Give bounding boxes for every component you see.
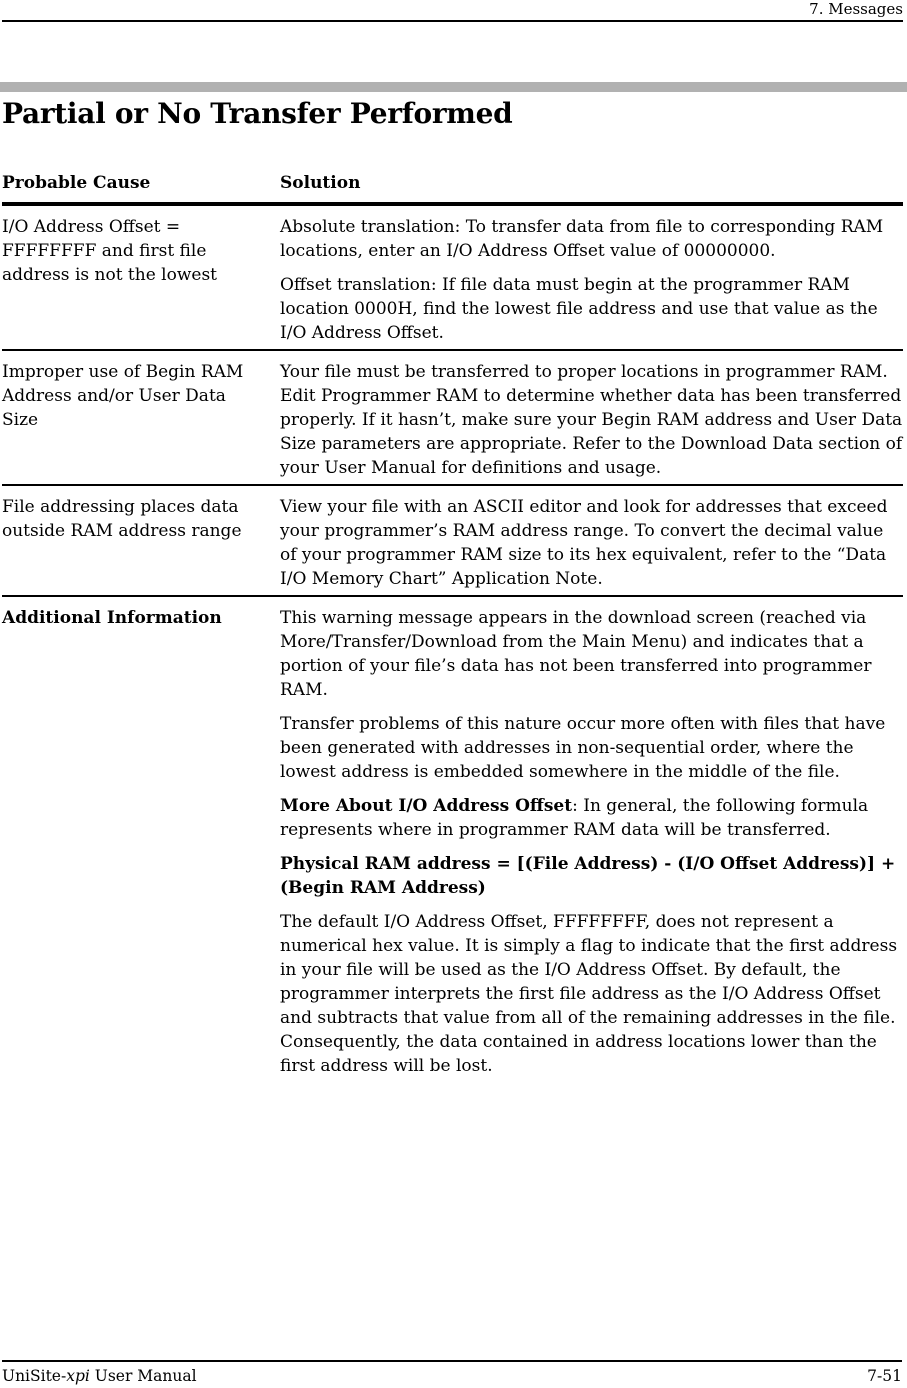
paragraph-text: This warning message appears in the download screen (reached via More/Transfer/Download from the Main Menu) and indicates that a portion of your file’s data has not been transferred into programmer RAM.: [280, 608, 872, 700]
solution-paragraph: Absolute translation: To transfer data from file to corresponding RAM locations, enter an I/O Address Offset value of 00000000.: [280, 217, 884, 261]
running-header: [2, 0, 903, 22]
table-row: [2, 486, 903, 597]
manual-title-post: User Manual: [89, 1367, 197, 1385]
bold-lead: Physical RAM address = [(File Address) - (I/O Offset Address)] + (Begin RAM Address): [280, 854, 896, 898]
solution-paragraph: Your file must be transferred to proper locations in programmer RAM. Edit Programmer RAM to determine whether data has been transferred properly. If it hasn’t, make sure your Begin RAM address and User Data Size parameters are appropriate. Refer to the Download Data section of your User Manual for definitions and usage.: [280, 362, 903, 478]
table-row: [2, 206, 903, 351]
page-number: 7-51: [867, 1367, 902, 1385]
additional-information-label: Additional Information: [2, 608, 222, 628]
formula-paragraph: [280, 852, 903, 900]
paragraph-text: Transfer problems of this nature occur more often with files that have been generated with addresses in non-sequential order, where the lowest address is embedded somewhere in the middle of the file.: [280, 714, 886, 782]
paragraph-text: The default I/O Address Offset, FFFFFFFF, does not represent a numerical hex value. It is simply a flag to indicate that the first address in your file will be used as the I/O Address Offset. By default, the programmer interprets the first file address as the I/O Address Offset and subtracts that value from all of the remaining addresses in the file. Consequently, the data contained in address locations lower than the first address will be lost.: [280, 912, 898, 1076]
info-paragraph: [280, 712, 903, 784]
solution-cell: [280, 495, 903, 591]
page-footer: [2, 1360, 902, 1386]
info-paragraph: [280, 606, 903, 702]
bold-lead: More About I/O Address Offset: [280, 796, 573, 816]
column-header-probable-cause: Probable Cause: [2, 173, 151, 193]
info-paragraph: [280, 910, 903, 1078]
manual-title-italic: xpi: [66, 1367, 90, 1385]
page-title: Partial or No Transfer Performed: [2, 97, 513, 130]
solution-cell: [280, 360, 903, 480]
table-header-row: [2, 168, 903, 206]
solution-paragraph: View your file with an ASCII editor and look for addresses that exceed your programmer’s RAM address range. To convert the decimal value of your programmer RAM size to its hex equivalent, refer to the “Data I/O Memory Chart” Application Note.: [280, 497, 888, 589]
cause-cell: File addressing places data outside RAM address range: [2, 497, 242, 541]
solution-cell: [280, 215, 903, 345]
cause-cell: Improper use of Begin RAM Address and/or User Data Size: [2, 362, 244, 430]
cause-cell: I/O Address Offset = FFFFFFFF and first file address is not the lowest: [2, 217, 218, 285]
additional-information-row: [2, 597, 903, 1082]
additional-information-body: [280, 606, 903, 1078]
solution-paragraph: Offset translation: If file data must begin at the programmer RAM location 0000H, find the lowest file address and use that value as the I/O Address Offset.: [280, 275, 878, 343]
manual-title-pre: UniSite-: [2, 1367, 67, 1385]
manual-title: [2, 1366, 197, 1386]
section-divider-bar: [0, 82, 907, 92]
info-paragraph: [280, 794, 903, 842]
table-row: [2, 351, 903, 486]
chapter-label: 7. Messages: [809, 0, 903, 18]
troubleshooting-table: [2, 168, 903, 1082]
paragraph-text: : In general, the following formula represents where in programmer RAM data will be transferred.: [280, 796, 869, 840]
column-header-solution: Solution: [280, 173, 361, 193]
